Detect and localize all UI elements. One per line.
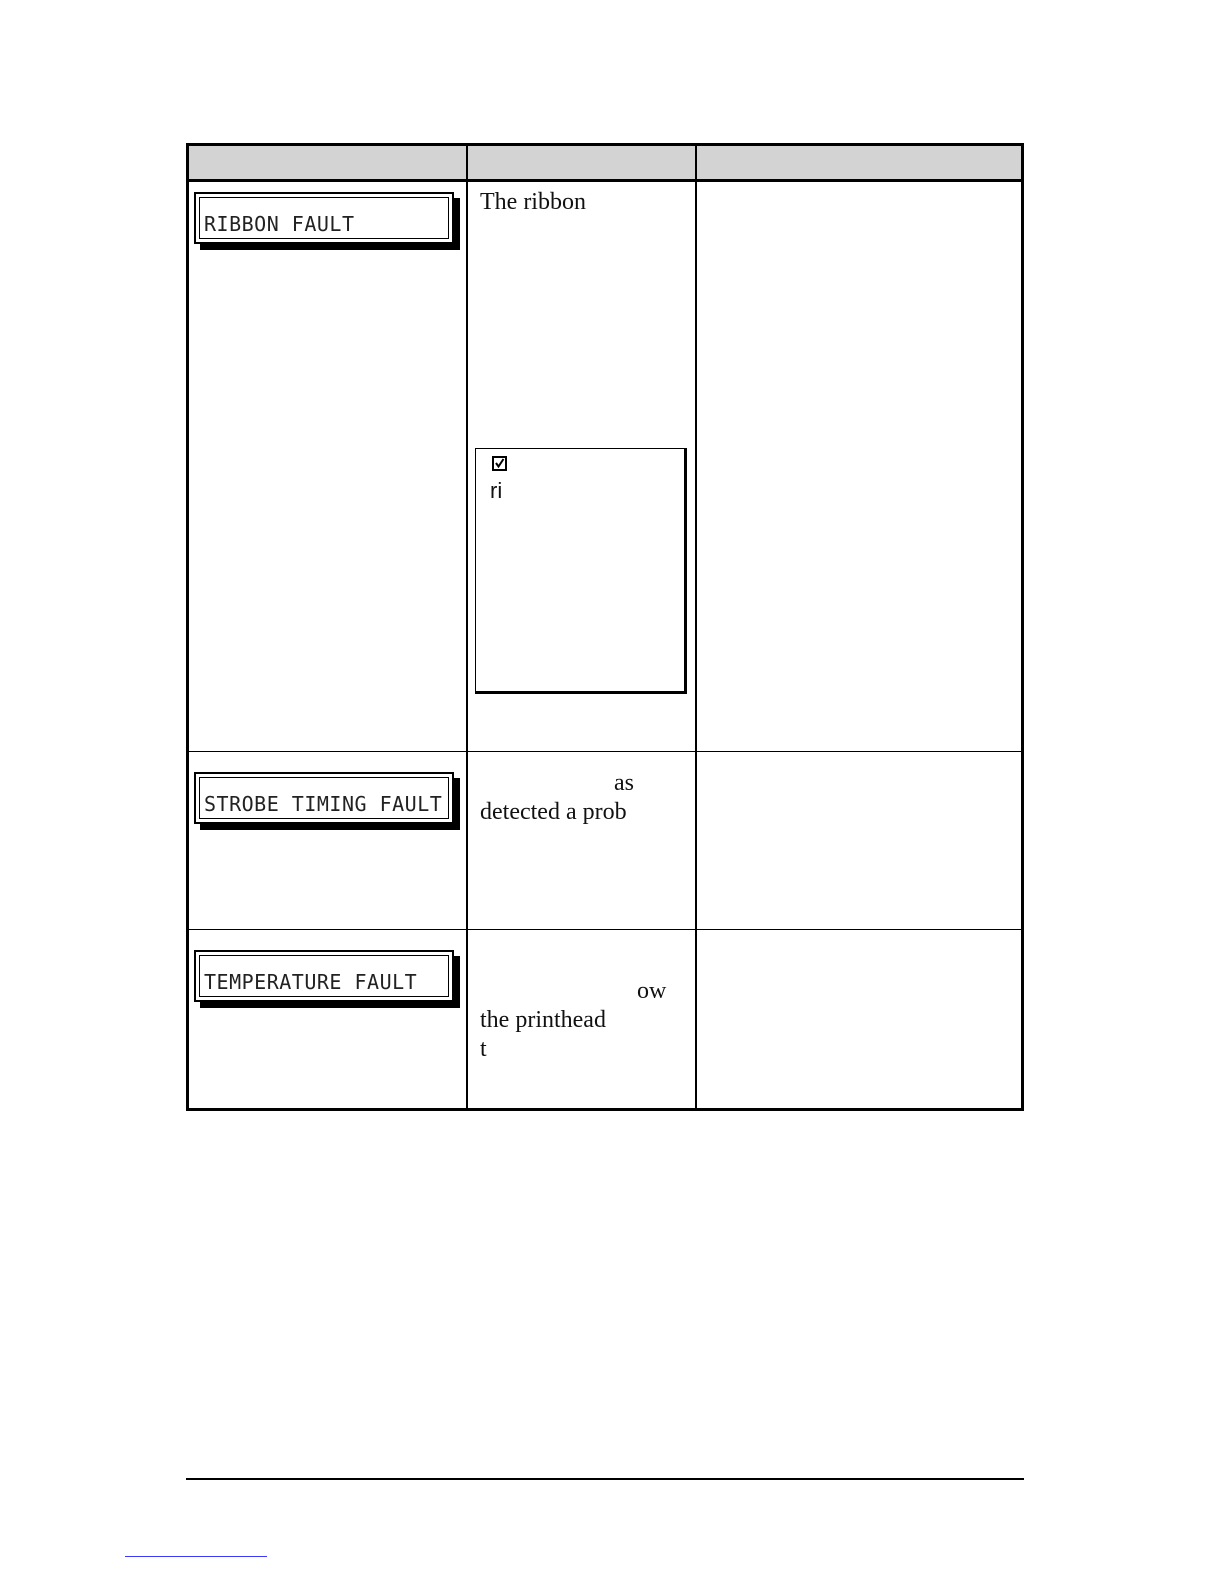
fault-table [186,143,1024,1111]
column-divider [695,146,697,1108]
cause-text: t [480,1036,487,1062]
display-message: RIBBON FAULT [204,212,355,236]
row-divider [189,929,1021,930]
note-text: ri [490,478,503,503]
cause-text: The ribbon [480,189,586,215]
cause-text: as [614,770,634,796]
cause-text: detected a prob [480,799,627,825]
lcd-display [194,772,454,824]
display-message: TEMPERATURE FAULT [204,970,418,994]
cause-text: ow [637,978,667,1004]
footer-rule [186,1478,1024,1480]
table-header [189,146,1021,182]
lcd-display [194,192,454,244]
display-message: STROBE TIMING FAULT [204,792,443,816]
cause-text: the printhead [480,1007,606,1033]
row-divider [189,751,1021,752]
lcd-display [194,950,454,1002]
checkbox-checked-icon [492,456,507,471]
column-divider [466,146,468,1108]
footer-link-underline[interactable] [125,1556,267,1557]
note-box [475,448,687,694]
